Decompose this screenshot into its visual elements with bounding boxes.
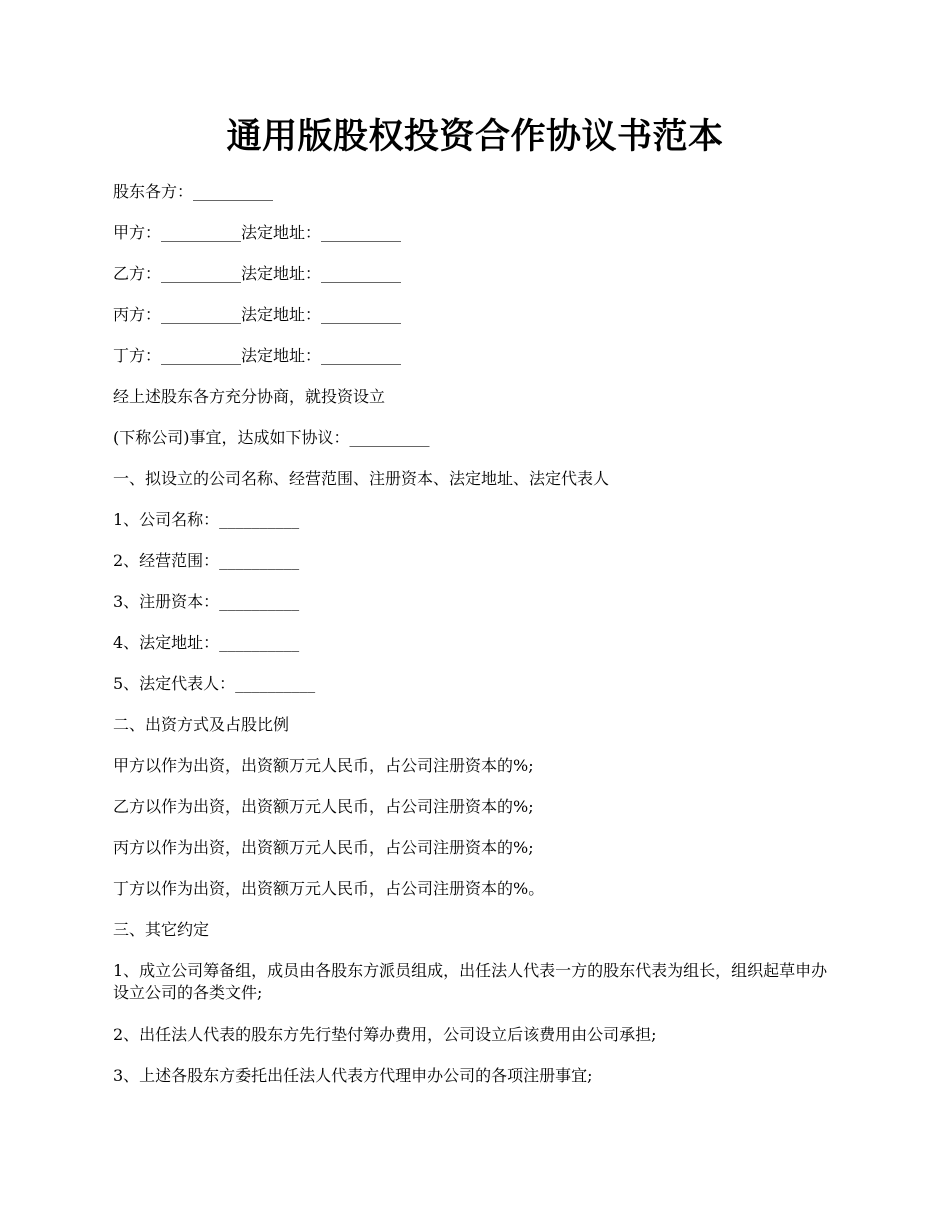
document-title: 通用版股权投资合作协议书范本 [226, 116, 724, 157]
party-a-line: 甲方：__________法定地址：__________ [113, 223, 402, 242]
clause-1-paragraph: 1、成立公司筹备组，成员由各股东方派员组成，出任法人代表一方的股东代表为组长，组织起草申办设立公司的各类文件; [113, 961, 828, 1002]
legal-representative-line: 5、法定代表人：__________ [113, 674, 316, 693]
party-b-line: 乙方：__________法定地址：__________ [113, 264, 402, 283]
party-c-contribution: 丙方以作为出资，出资额万元人民币，占公司注册资本的%; [113, 838, 534, 857]
section-1-heading: 一、拟设立的公司名称、经营范围、注册资本、法定地址、法定代表人 [113, 469, 610, 488]
party-d-line: 丁方：__________法定地址：__________ [113, 346, 402, 365]
shareholders-line: 股东各方：__________ [113, 182, 274, 201]
legal-address-line: 4、法定地址：__________ [113, 633, 300, 652]
party-c-line: 丙方：__________法定地址：__________ [113, 305, 402, 324]
clause-3-paragraph: 3、上述各股东方委托出任法人代表方代理申办公司的各项注册事宜; [113, 1066, 593, 1085]
party-a-contribution: 甲方以作为出资，出资额万元人民币，占公司注册资本的%; [113, 756, 534, 775]
company-name-line: 1、公司名称：__________ [113, 510, 300, 529]
party-b-contribution: 乙方以作为出资，出资额万元人民币，占公司注册资本的%; [113, 797, 534, 816]
registered-capital-line: 3、注册资本：__________ [113, 592, 300, 611]
section-3-heading: 三、其它约定 [113, 920, 210, 939]
clause-2-paragraph: 2、出任法人代表的股东方先行垫付筹办费用，公司设立后该费用由公司承担; [113, 1025, 657, 1044]
preamble-line-1: 经上述股东各方充分协商，就投资设立 [113, 387, 386, 406]
business-scope-line: 2、经营范围：__________ [113, 551, 300, 570]
section-2-heading: 二、出资方式及占股比例 [113, 715, 290, 734]
party-d-contribution: 丁方以作为出资，出资额万元人民币，占公司注册资本的%。 [113, 879, 545, 898]
preamble-line-2: (下称公司)事宜，达成如下协议：__________ [113, 428, 430, 447]
